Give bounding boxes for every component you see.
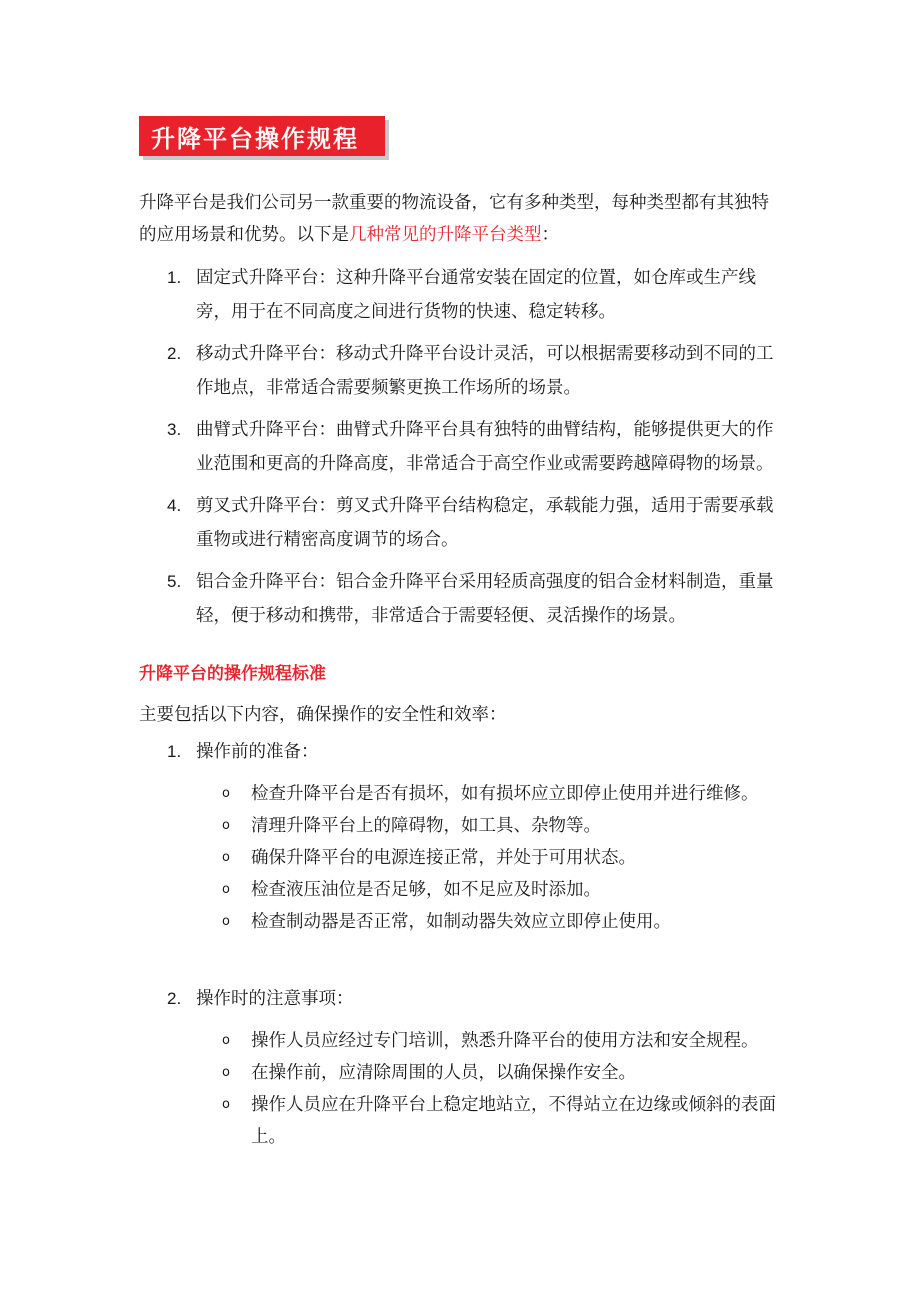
sub-item-text: 操作人员应经过专门培训，熟悉升降平台的使用方法和安全规程。 [251,1031,759,1051]
bullet-icon: o [222,1033,230,1048]
intro-paragraph [139,187,779,251]
list-item-text: 剪叉式升降平台：剪叉式升降平台结构稳定，承载能力强，适用于需要承载重物或进行精密高度调节的场合。 [196,496,774,550]
sub-item-text: 检查升降平台是否有损坏，如有损坏应立即停止使用并进行维修。 [251,784,759,804]
sub-list-item [139,778,779,810]
intro-highlight: 几种常见的升降平台类型 [349,225,542,245]
sub-list-item [139,810,779,842]
section-heading: 升降平台的操作规程标准 [139,664,326,684]
list-number: 2. [167,344,182,363]
sub-item-text: 检查制动器是否正常，如制动器失效应立即停止使用。 [251,912,671,932]
operation-sub-list [139,1025,779,1153]
sub-list-item [139,1057,779,1089]
sub-item-text: 清理升降平台上的障碍物，如工具、杂物等。 [251,816,601,836]
sub-list-item [139,1089,779,1153]
list-number: 5. [167,572,182,591]
sub-list-item [139,906,779,938]
list-number: 3. [167,420,182,439]
intro-text: 升降平台是我们公司另一款重要的物流设备，它有多种类型，每种类型都有其独特的应用场景和优势。以下是 [139,193,769,245]
bullet-icon: o [222,786,230,801]
page-title: 升降平台操作规程 [151,124,359,153]
prep-sub-list [139,778,779,938]
bullet-icon: o [222,850,230,865]
list-item [139,413,779,481]
bullet-icon: o [222,1097,230,1112]
prep-group [139,736,779,938]
list-number: 1. [167,268,182,287]
platform-types-list [139,261,779,641]
list-item-text: 移动式升降平台：移动式升降平台设计灵活，可以根据需要移动到不同的工作地点，非常适合需要频繁更换工作场所的场景。 [196,344,774,398]
sub-item-text: 操作人员应在升降平台上稳定地站立，不得站立在边缘或倾斜的表面上。 [251,1095,776,1147]
title-banner [139,116,385,156]
sub-list-item [139,1025,779,1057]
list-item-text: 曲臂式升降平台：曲臂式升降平台具有独特的曲臂结构，能够提供更大的作业范围和更高的升降高度，非常适合于高空作业或需要跨越障碍物的场景。 [196,420,774,474]
list-number: 4. [167,496,182,515]
list-item-text: 铝合金升降平台：铝合金升降平台采用轻质高强度的铝合金材料制造，重量轻，便于移动和携带，非常适合于需要轻便、灵活操作的场景。 [196,572,774,626]
list-item [139,261,779,329]
sub-item-text: 检查液压油位是否足够，如不足应及时添加。 [251,880,601,900]
list-item [139,489,779,557]
bullet-icon: o [222,914,230,929]
bullet-icon: o [222,882,230,897]
sub-list-item [139,842,779,874]
list-item [139,565,779,633]
list-item [139,337,779,405]
sub-item-text: 在操作前，应清除周围的人员，以确保操作安全。 [251,1063,636,1083]
sub-list-item [139,874,779,906]
group-heading [139,983,779,1015]
list-number: 1. [167,742,182,761]
bullet-icon: o [222,818,230,833]
group-heading [139,736,779,768]
list-item-text: 固定式升降平台：这种升降平台通常安装在固定的位置，如仓库或生产线旁，用于在不同高度之间进行货物的快速、稳定转移。 [196,268,756,322]
section-intro: 主要包括以下内容，确保操作的安全性和效率： [139,705,507,725]
bullet-icon: o [222,1065,230,1080]
sub-item-text: 确保升降平台的电源连接正常，并处于可用状态。 [251,848,636,868]
group-title: 操作时的注意事项： [196,989,354,1009]
intro-punct: ： [541,225,559,245]
list-number: 2. [167,989,182,1008]
operation-group [139,983,779,1153]
group-title: 操作前的准备： [196,742,319,762]
